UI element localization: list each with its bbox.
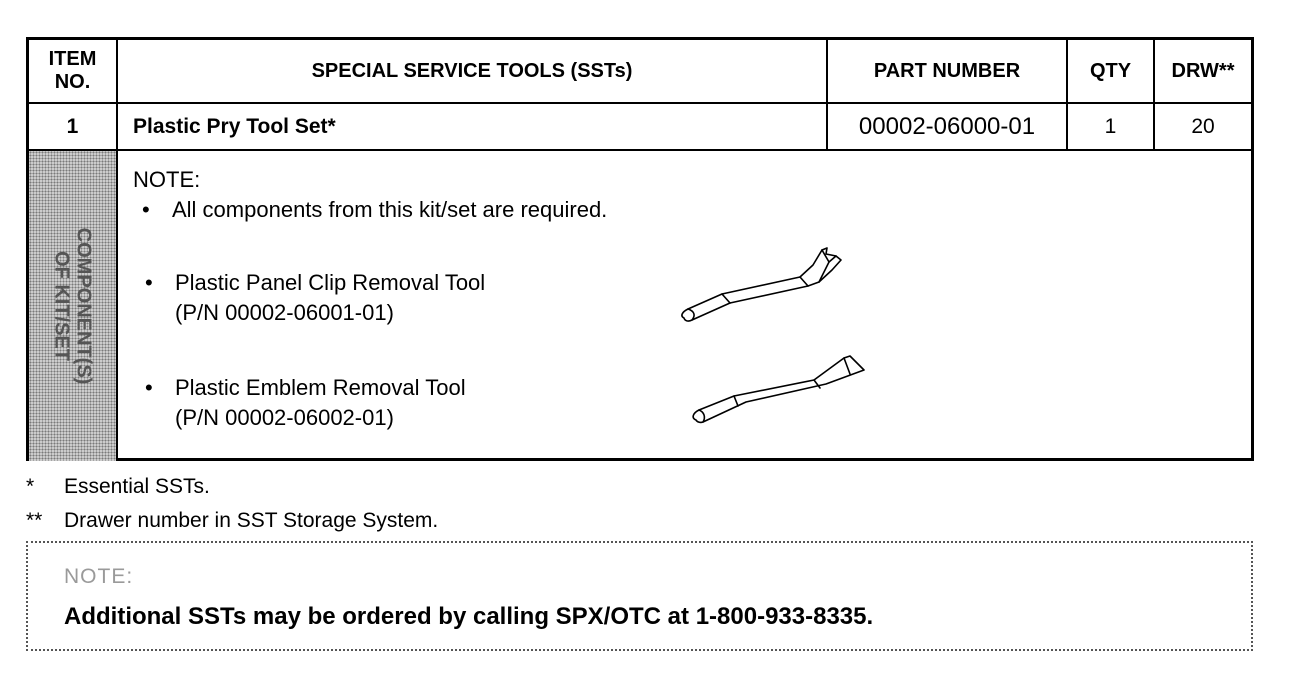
component-item: • Plastic Emblem Removal Tool (P/N 00002-06002-01) bbox=[175, 373, 466, 433]
component-part-number: (P/N 00002-06002-01) bbox=[175, 405, 394, 430]
footnote-mark: ** bbox=[26, 509, 43, 532]
component-note-text: All components from this kit/set are required. bbox=[172, 197, 608, 222]
item-number: 1 bbox=[66, 114, 79, 138]
col-divider bbox=[116, 151, 118, 461]
panel-clip-removal-tool-icon bbox=[676, 244, 848, 330]
emblem-removal-tool-icon bbox=[686, 352, 872, 430]
components-label: COMPONENT(S) OF KIT/SET bbox=[50, 227, 95, 385]
footnote-text: Drawer number in SST Storage System. bbox=[64, 509, 439, 532]
component-part-number: (P/N 00002-06001-01) bbox=[175, 300, 394, 325]
header-tools: SPECIAL SERVICE TOOLS (SSTs) bbox=[311, 59, 633, 82]
note-box-heading: NOTE: bbox=[64, 565, 134, 588]
component-name: Plastic Panel Clip Removal Tool bbox=[175, 270, 486, 295]
footnote-text: Essential SSTs. bbox=[64, 475, 210, 498]
component-item: • Plastic Panel Clip Removal Tool (P/N 00002-06001-01) bbox=[175, 268, 485, 328]
quantity: 1 bbox=[1104, 114, 1117, 138]
footnote bbox=[26, 475, 426, 501]
part-number: 00002-06000-01 bbox=[858, 112, 1036, 140]
component-note-bullet: • All components from this kit/set are required. bbox=[142, 197, 608, 222]
footnote-mark: * bbox=[26, 475, 35, 498]
header-drw: DRW** bbox=[1171, 59, 1235, 82]
header-qty: QTY bbox=[1089, 59, 1132, 82]
component-name: Plastic Emblem Removal Tool bbox=[175, 375, 466, 400]
note-box-text: Additional SSTs may be ordered by calling SPX/OTC at 1-800-933-8335. bbox=[64, 603, 874, 630]
drawer-number: 20 bbox=[1191, 114, 1215, 138]
component-note-heading: NOTE: bbox=[133, 167, 201, 192]
row-divider bbox=[29, 149, 1251, 151]
note-box bbox=[26, 541, 1253, 651]
tool-name: Plastic Pry Tool Set* bbox=[133, 114, 336, 138]
footnote bbox=[26, 509, 626, 535]
header-part-number: PART NUMBER bbox=[873, 59, 1021, 82]
components-label-cell bbox=[29, 151, 116, 461]
header-item-no: ITEM NO. bbox=[48, 48, 97, 93]
